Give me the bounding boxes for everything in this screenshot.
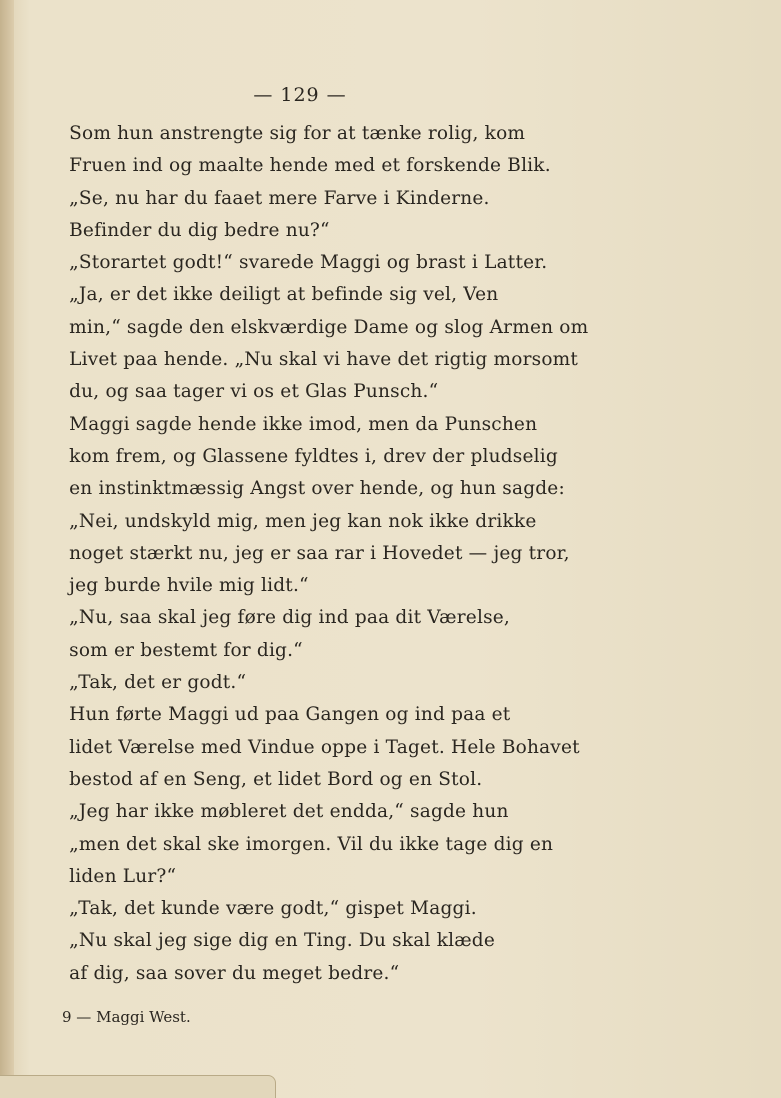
- paragraph: [34, 667, 554, 699]
- text-line: „Nu skal jeg sige dig en Ting. Du skal klæde: [69, 930, 495, 952]
- page-fold: [0, 1075, 276, 1098]
- paragraph: [34, 247, 554, 279]
- text-line: „Ja, er det ikke deiligt at befinde sig vel, Ven: [69, 284, 499, 306]
- text-line: „men det skal ske imorgen. Vil du ikke tage dig en: [69, 833, 554, 855]
- paragraph: [34, 118, 554, 183]
- paragraph: [34, 893, 554, 925]
- paragraph: [34, 409, 565, 506]
- text-line: „Nei, undskyld mig, men jeg kan nok ikke drikke: [69, 510, 537, 532]
- text-line: noget stærkt nu, jeg er saa rar i Hovedet — jeg tror,: [69, 542, 570, 564]
- page-number: — 129 —: [253, 84, 347, 106]
- text-line: en instinktmæssig Angst over hende, og hun sagde:: [69, 478, 565, 500]
- text-line: jeg burde hvile mig lidt.“: [69, 575, 309, 597]
- paragraph: [34, 183, 554, 248]
- text-line: „Nu, saa skal jeg føre dig ind paa dit Værelse,: [69, 607, 510, 629]
- text-line: lidet Værelse med Vindue oppe i Taget. Hele Bohavet: [69, 736, 580, 758]
- text-line: „Jeg har ikke møbleret det endda,“ sagde hun: [69, 801, 509, 823]
- text-line: Fruen ind og maalte hende med et forskende Blik.: [69, 155, 551, 177]
- paragraph: [34, 602, 554, 667]
- paragraph: [34, 925, 554, 990]
- text-line: Befinder du dig bedre nu?“: [69, 219, 330, 241]
- text-line: bestod af en Seng, et lidet Bord og en Stol.: [69, 768, 483, 790]
- text-line: min,“ sagde den elskværdige Dame og slog Armen om: [69, 316, 589, 338]
- text-line: som er bestemt for dig.“: [69, 639, 303, 661]
- page-spine-shadow: [0, 0, 14, 1098]
- text-line: liden Lur?“: [69, 865, 177, 887]
- text-line: du, og saa tager vi os et Glas Punsch.“: [69, 381, 439, 403]
- signature-mark: 9 — Maggi West.: [62, 1008, 191, 1026]
- text-line: af dig, saa sover du meget bedre.“: [69, 962, 400, 984]
- text-line: Hun førte Maggi ud paa Gangen og ind paa et: [69, 704, 511, 726]
- text-line: „Tak, det er godt.“: [69, 672, 247, 694]
- text-line: „Se, nu har du faaet mere Farve i Kinderne.: [69, 187, 490, 209]
- text-line: kom frem, og Glassene fyldtes i, drev der pludselig: [69, 445, 558, 467]
- paragraph: [34, 796, 554, 893]
- paragraph: [34, 279, 589, 408]
- text-line: „Tak, det kunde være godt,“ gispet Maggi.: [69, 898, 477, 920]
- body-text: [34, 118, 589, 990]
- text-line: „Storartet godt!“ svarede Maggi og brast i Latter.: [69, 252, 548, 274]
- text-line: Som hun anstrengte sig for at tænke rolig, kom: [69, 123, 526, 144]
- paragraph: [34, 699, 580, 796]
- paragraph: [34, 506, 570, 603]
- text-line: Maggi sagde hende ikke imod, men da Punschen: [69, 413, 538, 435]
- text-line: Livet paa hende. „Nu skal vi have det rigtig morsomt: [69, 349, 579, 371]
